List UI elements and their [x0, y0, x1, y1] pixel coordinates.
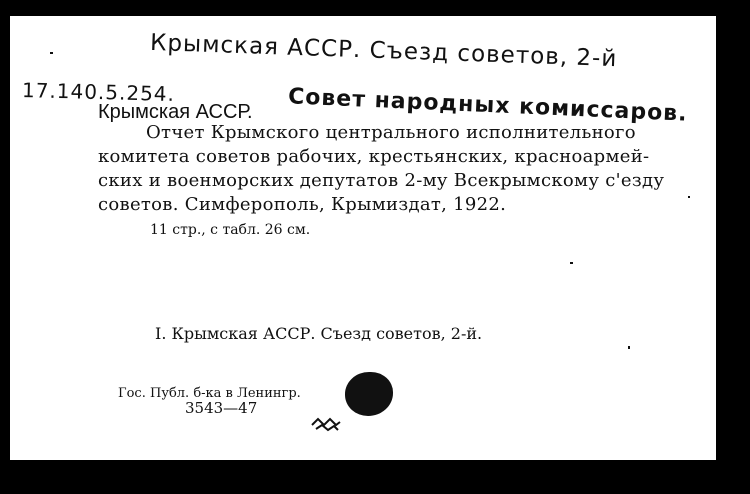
description-line-2: комитета советов рабочих, крестьянских, красноармей-	[98, 146, 650, 167]
physical-extent: 11 стр., с табл. 26 см.	[150, 222, 311, 238]
scan-speck	[688, 196, 690, 198]
description-line-3: ских и военморских депутатов 2-му Всекрымскому с'езду	[98, 170, 665, 191]
tracing-entry: I. Крымская АССР. Съезд советов, 2-й.	[155, 324, 483, 343]
handwritten-subject-heading: Крымская АССР. Съезд советов, 2-й	[149, 29, 618, 73]
description-line-4: советов. Симферополь, Крымиздат, 1922.	[98, 194, 507, 215]
main-heading-printed: Крымская АССР.	[98, 101, 253, 123]
scan-speck	[570, 262, 573, 264]
description-line-1: Отчет Крымского центрального исполнительного	[146, 122, 636, 143]
main-heading-handwritten: Совет народных комиссаров.	[287, 84, 689, 127]
holding-library: Гос. Публ. б-ка в Ленингр.	[118, 386, 301, 401]
stamp-mark-icon	[310, 416, 342, 434]
call-number: 17.140.5.254.	[21, 78, 176, 106]
ink-blot	[345, 372, 393, 416]
scan-speck	[628, 346, 630, 349]
shelfmark: 3543—47	[185, 399, 258, 417]
scan-speck	[50, 52, 53, 54]
catalog-card	[10, 16, 716, 460]
